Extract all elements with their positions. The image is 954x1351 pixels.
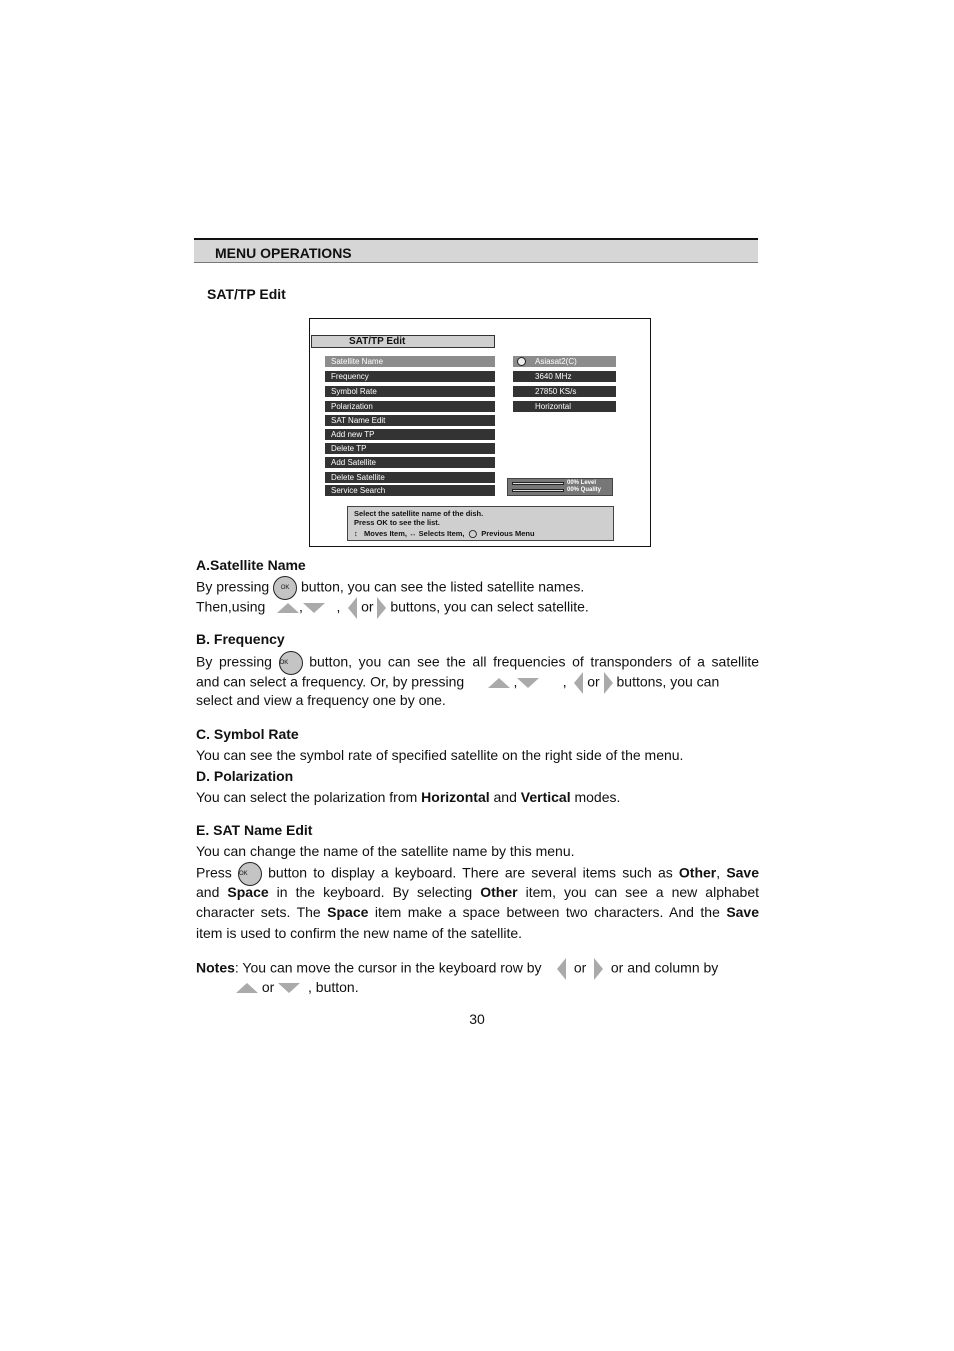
para-e-line4: character sets. The Space item make a space between two characters. And the Save: [196, 904, 760, 920]
notes-line2: or , button.: [236, 979, 359, 995]
quality-bar: [512, 489, 564, 492]
vol-right-icon: [604, 672, 613, 694]
pr-up-icon: [277, 603, 299, 613]
osd-menu-item: Satellite Name: [325, 356, 495, 367]
vol-left-icon: [557, 958, 566, 980]
ok-button-icon: OK: [238, 862, 262, 886]
osd-menu-item: Delete TP: [325, 443, 495, 454]
para-e-line3: and Space in the keyboard. By selecting Other item, you can see a new alphabet: [196, 884, 760, 900]
help-moves: Moves Item,: [364, 529, 407, 538]
updown-arrows-icon: ↕: [354, 529, 358, 538]
osd-value-frequency: 3640 MHz: [513, 371, 616, 382]
para-e-line5: item is used to confirm the new name of the satellite.: [196, 925, 523, 941]
ok-button-icon: OK: [273, 576, 297, 600]
pr-up-icon: [236, 983, 258, 993]
heading-satellite-name: A.Satellite Name: [196, 557, 306, 573]
pr-down-icon: [303, 603, 325, 613]
osd-screenshot: [309, 318, 651, 547]
osd-menu-item: Frequency: [325, 371, 495, 382]
osd-value-satellite: [513, 356, 616, 367]
heading-frequency: B. Frequency: [196, 631, 285, 647]
para-b-line2: and can select a frequency. Or, by pressing , , or buttons, you can: [196, 672, 759, 694]
heading-sat-name-edit: E. SAT Name Edit: [196, 822, 313, 838]
help-line-2: Press OK to see the list.: [354, 518, 440, 527]
osd-menu-item: Polarization: [325, 401, 495, 412]
para-e-line1: You can change the name of the satellite name by this menu.: [196, 843, 575, 859]
para-b-line3: select and view a frequency one by one.: [196, 692, 446, 708]
leftright-arrows-icon: ↔: [409, 529, 417, 538]
para-a-line2: Then,using , , or buttons, you can select satellite.: [196, 597, 759, 619]
vol-right-icon: [377, 597, 386, 619]
osd-menu-item: Delete Satellite: [325, 472, 495, 483]
level-label: 00% Level: [567, 480, 597, 486]
osd-menu-item: Service Search: [325, 485, 495, 496]
help-prev: Previous Menu: [481, 529, 535, 538]
osd-menu-item: Symbol Rate: [325, 386, 495, 397]
osd-menu-item: Add Satellite: [325, 457, 495, 468]
page-number: 30: [469, 1011, 485, 1027]
para-e-line2: Press OK button to display a keyboard. There are several items such as Other, Save: [196, 862, 759, 886]
osd-title: SAT/TP Edit: [311, 335, 495, 348]
osd-value-text: Asiasat2(C): [535, 357, 577, 366]
para-a-line1: By pressing OK button, you can see the listed satellite names.: [196, 576, 759, 600]
section-header-bar: [194, 238, 758, 263]
para-d-line1: You can select the polarization from Horizontal and Vertical modes.: [196, 789, 621, 805]
heading-polarization: D. Polarization: [196, 768, 294, 784]
pr-down-icon: [278, 983, 300, 993]
para-c-line1: You can see the symbol rate of specified satellite on the right side of the menu.: [196, 747, 684, 763]
osd-menu-item: Add new TP: [325, 429, 495, 440]
signal-meter: [507, 478, 613, 496]
ok-icon: [517, 357, 526, 366]
ok-button-icon: OK: [279, 651, 303, 675]
pr-up-icon: [488, 678, 510, 688]
osd-menu-item: SAT Name Edit: [325, 415, 495, 426]
quality-label: 00% Quality: [567, 487, 602, 493]
level-bar: [512, 482, 564, 485]
vol-left-icon: [574, 672, 583, 694]
vol-left-icon: [348, 597, 357, 619]
para-b-line1: By pressing OK button, you can see the all frequencies of transponders of a satellite: [196, 651, 759, 675]
vol-right-icon: [594, 958, 603, 980]
help-line-1: Select the satellite name of the dish.: [354, 509, 484, 518]
help-selects: Selects Item,: [418, 529, 465, 538]
osd-value-polarization: Horizontal: [513, 401, 616, 412]
header-title: MENU OPERATIONS: [215, 245, 352, 261]
pr-down-icon: [517, 678, 539, 688]
notes-line1: Notes: You can move the cursor in the keyboard row by or or and column by: [196, 958, 759, 980]
exit-icon: ◯: [468, 529, 478, 538]
heading-symbol-rate: C. Symbol Rate: [196, 726, 299, 742]
osd-value-symbol-rate: 27850 KS/s: [513, 386, 616, 397]
section-title: SAT/TP Edit: [207, 286, 286, 302]
osd-help-box: [347, 506, 614, 541]
